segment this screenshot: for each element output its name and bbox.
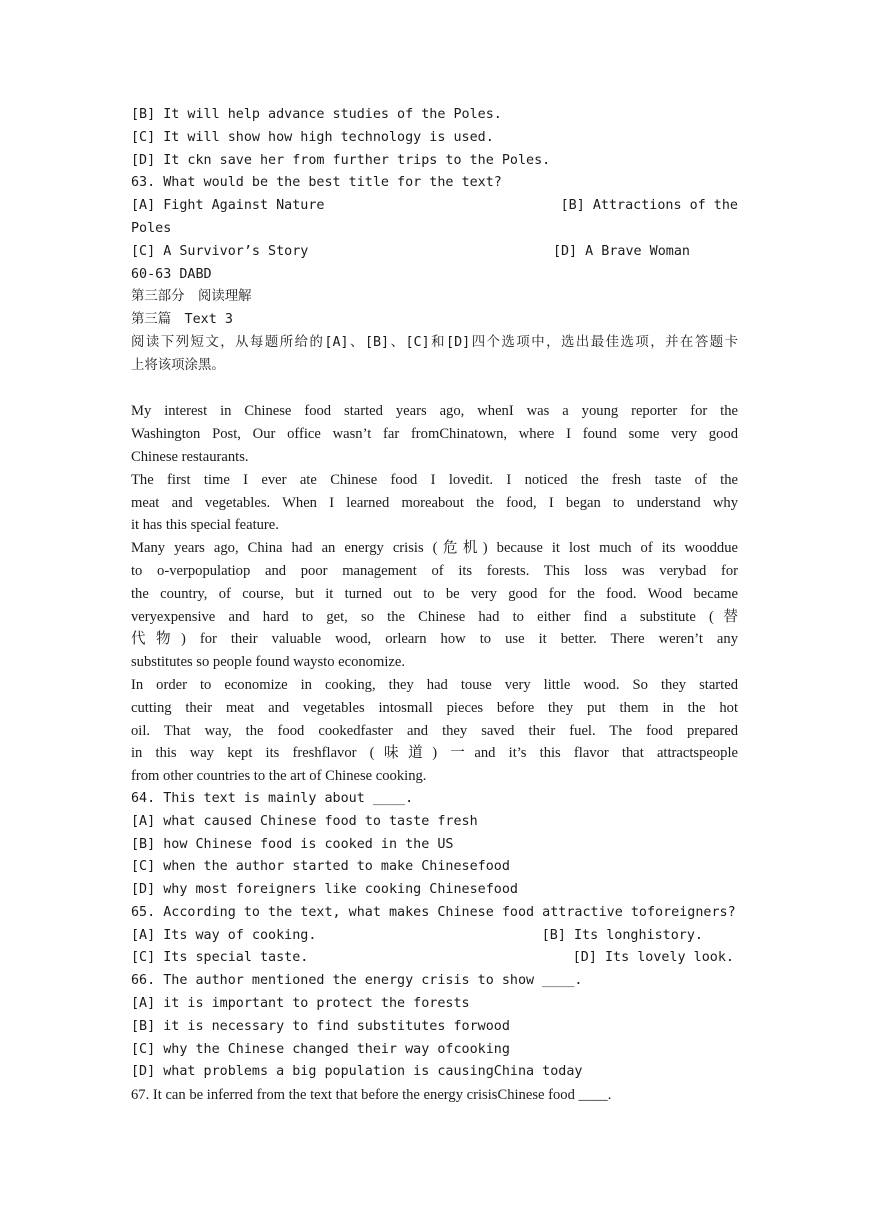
q65-options-row-1 <box>131 925 738 948</box>
passage-line: substitutes so people found waysto economize. <box>131 654 405 671</box>
q66-option-d: [D] what problems a big population is causingChina today <box>131 1064 583 1080</box>
passage-line: The first time I ever ate Chinese food I lovedit. I noticed the fresh taste of the <box>131 471 738 488</box>
q62-option-b: [B] It will help advance studies of the Poles. <box>131 107 502 122</box>
section-heading: 第三部分 阅读理解 <box>131 289 252 305</box>
document-page <box>131 104 738 1107</box>
q62-option-c: [C] It will show how high technology is used. <box>131 129 494 145</box>
passage-line: it has this special feature. <box>131 517 279 534</box>
blank-line <box>131 378 738 401</box>
passage-line: veryexpensive and hard to get, so the Chinese had to either find a substitute (替 <box>131 608 738 625</box>
q63-options-row-2 <box>131 241 738 264</box>
q67-question: 67. It can be inferred from the text that before the energy crisisChinese food ____. <box>131 1087 612 1104</box>
passage-line: meat and vegetables. When I learned moreabout the food, I began to understand why <box>131 494 738 511</box>
q65-options-row-2 <box>131 947 738 970</box>
passage-line: the country, of course, but it turned out to be very good for the food. Wood became <box>131 585 738 602</box>
q64-option-a: [A] what caused Chinese food to taste fresh <box>131 813 478 829</box>
passage-line: cutting their meat and vegetables intosmall pieces before they put them in the hot <box>131 699 738 716</box>
instruction-line-2: 上将该项涂黑。 <box>131 357 225 373</box>
q65-option-c: [C] Its special taste. <box>131 950 309 966</box>
q66-option-a: [A] it is important to protect the forests <box>131 996 470 1012</box>
passage-line: Washington Post, Our office wasn’t far fromChinatown, where I found some very good <box>131 426 738 443</box>
passage-line: 代物) for their valuable wood, orlearn how to use it better. There weren’t any <box>131 631 738 648</box>
q64-option-c: [C] when the author started to make Chinesefood <box>131 859 510 875</box>
passage-line: In order to economize in cooking, they had touse very little wood. So they started <box>131 676 738 693</box>
q62-option-d: [D] It ckn save her from further trips to the Poles. <box>131 152 551 168</box>
q64-option-b: [B] how Chinese food is cooked in the US <box>131 836 454 852</box>
instruction-line-1: 阅读下列短文，从每题所给的[A]、[B]、[C]和[D]四个选项中，选出最佳选项，并在答题卡 <box>131 334 738 350</box>
q64-option-d: [D] why most foreigners like cooking Chinesefood <box>131 882 518 898</box>
q63-option-b: [B] Attractions of the <box>560 198 738 214</box>
q63-options-row-1 <box>131 195 738 218</box>
passage-line: in this way kept its freshflavor (味道) 一and it’s this flavor that attractspeople <box>131 745 738 762</box>
passage-line: to o-verpopulatiop and poor management of its forests. This loss was verybad for <box>131 562 738 579</box>
passage-paragraph-1 <box>131 400 738 468</box>
q63-option-b-continued: Poles <box>131 220 172 236</box>
passage-line: from other countries to the art of Chinese cooking. <box>131 768 427 785</box>
passage-line: oil. That way, the food cookedfaster and they saved their fuel. The food prepared <box>131 722 738 739</box>
q63-option-d: [D] A Brave Woman <box>552 243 690 259</box>
passage-paragraph-3 <box>131 537 738 674</box>
q65-question: 65. According to the text, what makes Chinese food attractive toforeigners? <box>131 904 736 920</box>
q65-option-a: [A] Its way of cooking. <box>131 927 317 943</box>
q63-option-c: [C] A Survivor’s Story <box>131 243 309 259</box>
passage-line: Many years ago, China had an energy crisis (危机) because it lost much of its wooddue <box>131 540 738 557</box>
q66-option-b: [B] it is necessary to find substitutes forwood <box>131 1018 510 1034</box>
passage-line: Chinese restaurants. <box>131 448 249 465</box>
passage-line: My interest in Chinese food started years ago, whenI was a young reporter for the <box>131 403 738 420</box>
q63-question: 63. What would be the best title for the text? <box>131 175 502 191</box>
passage-paragraph-2 <box>131 469 738 537</box>
q65-option-b: [B] Its longhistory. <box>541 927 703 943</box>
q66-question: 66. The author mentioned the energy crisis to show ____. <box>131 973 583 989</box>
q66-option-c: [C] why the Chinese changed their way ofcooking <box>131 1041 510 1057</box>
q65-option-d: [D] Its lovely look. <box>572 950 734 966</box>
passage-paragraph-4 <box>131 674 738 788</box>
q64-question: 64. This text is mainly about ____. <box>131 790 414 806</box>
text-title: 第三篇 Text 3 <box>131 312 233 328</box>
answer-key-60-63: 60-63 DABD <box>131 266 212 282</box>
q63-option-a: [A] Fight Against Nature <box>131 198 325 214</box>
